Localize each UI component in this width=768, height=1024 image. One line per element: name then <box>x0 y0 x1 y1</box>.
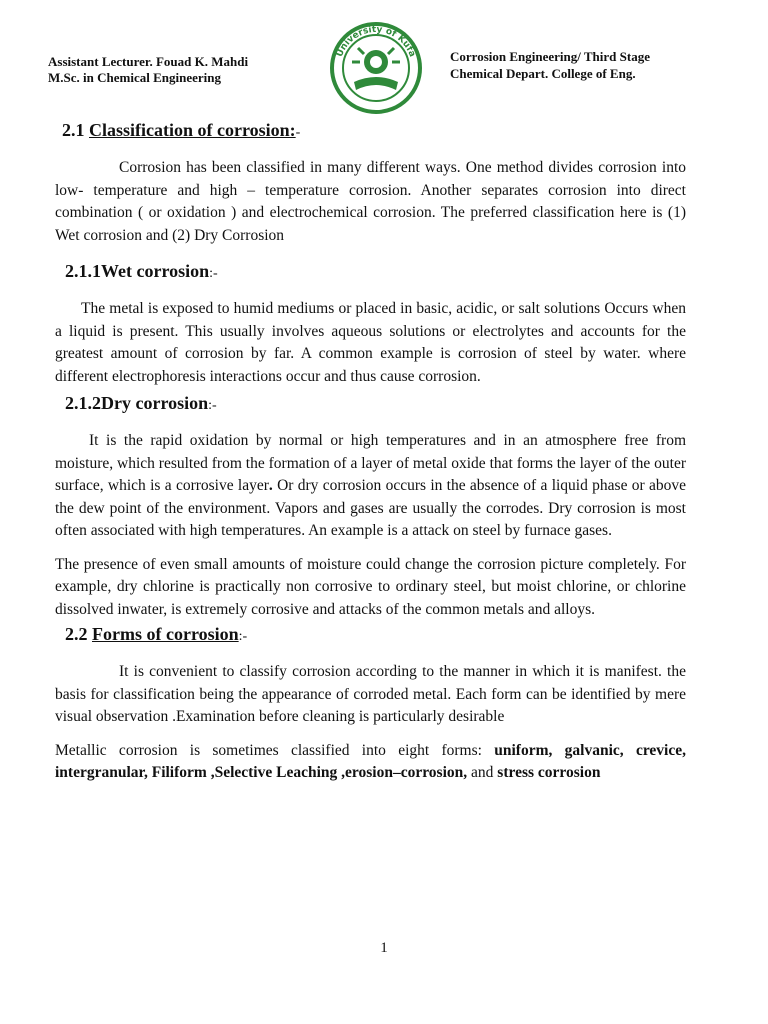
paragraph-forms: It is convenient to classify corrosion according to the manner in which it is manifest. the basis for classification being the appearance of corroded metal. Each form can be identified by mere visual observation .Examination before cleaning is particularly desirable <box>55 663 686 725</box>
paragraph-moisture: The presence of even small amounts of moisture could change the corrosion picture completely. For example, dry chlorine is practically non corrosive to ordinary steel, but moist chlorine, or chlorine dissolved inwater, is extremely corrosive and attacks of the common metals and alloys. <box>55 555 686 618</box>
heading-dry-corrosion: 2.1.2Dry corrosion:- <box>65 393 217 413</box>
paragraph-classification: Corrosion has been classified in many different ways. One method divides corrosion into low- temperature and high – temperature corrosion. Another separates corrosion into direct combination ( or oxidation ) and electrochemical corrosion. The preferred classification here is (1) Wet corrosion and (2) Dry Corrosion <box>55 159 686 244</box>
department: Chemical Depart. College of Eng. <box>450 66 636 81</box>
header-course <box>450 48 650 82</box>
paragraph-wet-corrosion: The metal is exposed to humid mediums or placed in basic, acidic, or salt solutions Occurs when a liquid is present. This usually involves aqueous solutions or electrolytes and accounts for the greatest amount of corrosion by far. A common example is corrosion of steel by water. where different electrophoresis interactions occur and thus cause corrosion. <box>55 300 686 385</box>
paragraph-eight-forms: Metallic corrosion is sometimes classified into eight forms: uniform, galvanic, crevice, intergranular, Filiform ,Selective Leaching ,erosion–corrosion, and stress corrosion <box>55 741 686 781</box>
header-author <box>48 54 248 86</box>
page-number: 1 <box>380 940 388 956</box>
heading-wet-corrosion: 2.1.1Wet corrosion:- <box>65 261 218 281</box>
heading-classification: 2.1 Classification of corrosion:- <box>62 120 301 140</box>
author-degree: M.Sc. in Chemical Engineering <box>48 70 221 85</box>
logo-text: University of Kufa <box>334 24 418 59</box>
document-body <box>55 118 686 785</box>
heading-forms: 2.2 Forms of corrosion:- <box>65 624 248 644</box>
author-name: Assistant Lecturer. Fouad K. Mahdi <box>48 54 249 69</box>
university-logo <box>318 18 434 114</box>
course-title: Corrosion Engineering/ Third Stage <box>450 49 650 64</box>
paragraph-dry-corrosion: It is the rapid oxidation by normal or high temperatures and in an atmosphere free from moisture, which resulted from the formation of a layer of metal oxide that forms the layer of the outer surface, which is a corrosive layer. Or dry corrosion occurs in the absence of a liquid phase or above the dew point of the environment. Vapors and gases are usually the corrodes. Dry corrosion is most often associated with high temperatures. An example is a attack on steel by furnace gases. <box>55 432 686 539</box>
